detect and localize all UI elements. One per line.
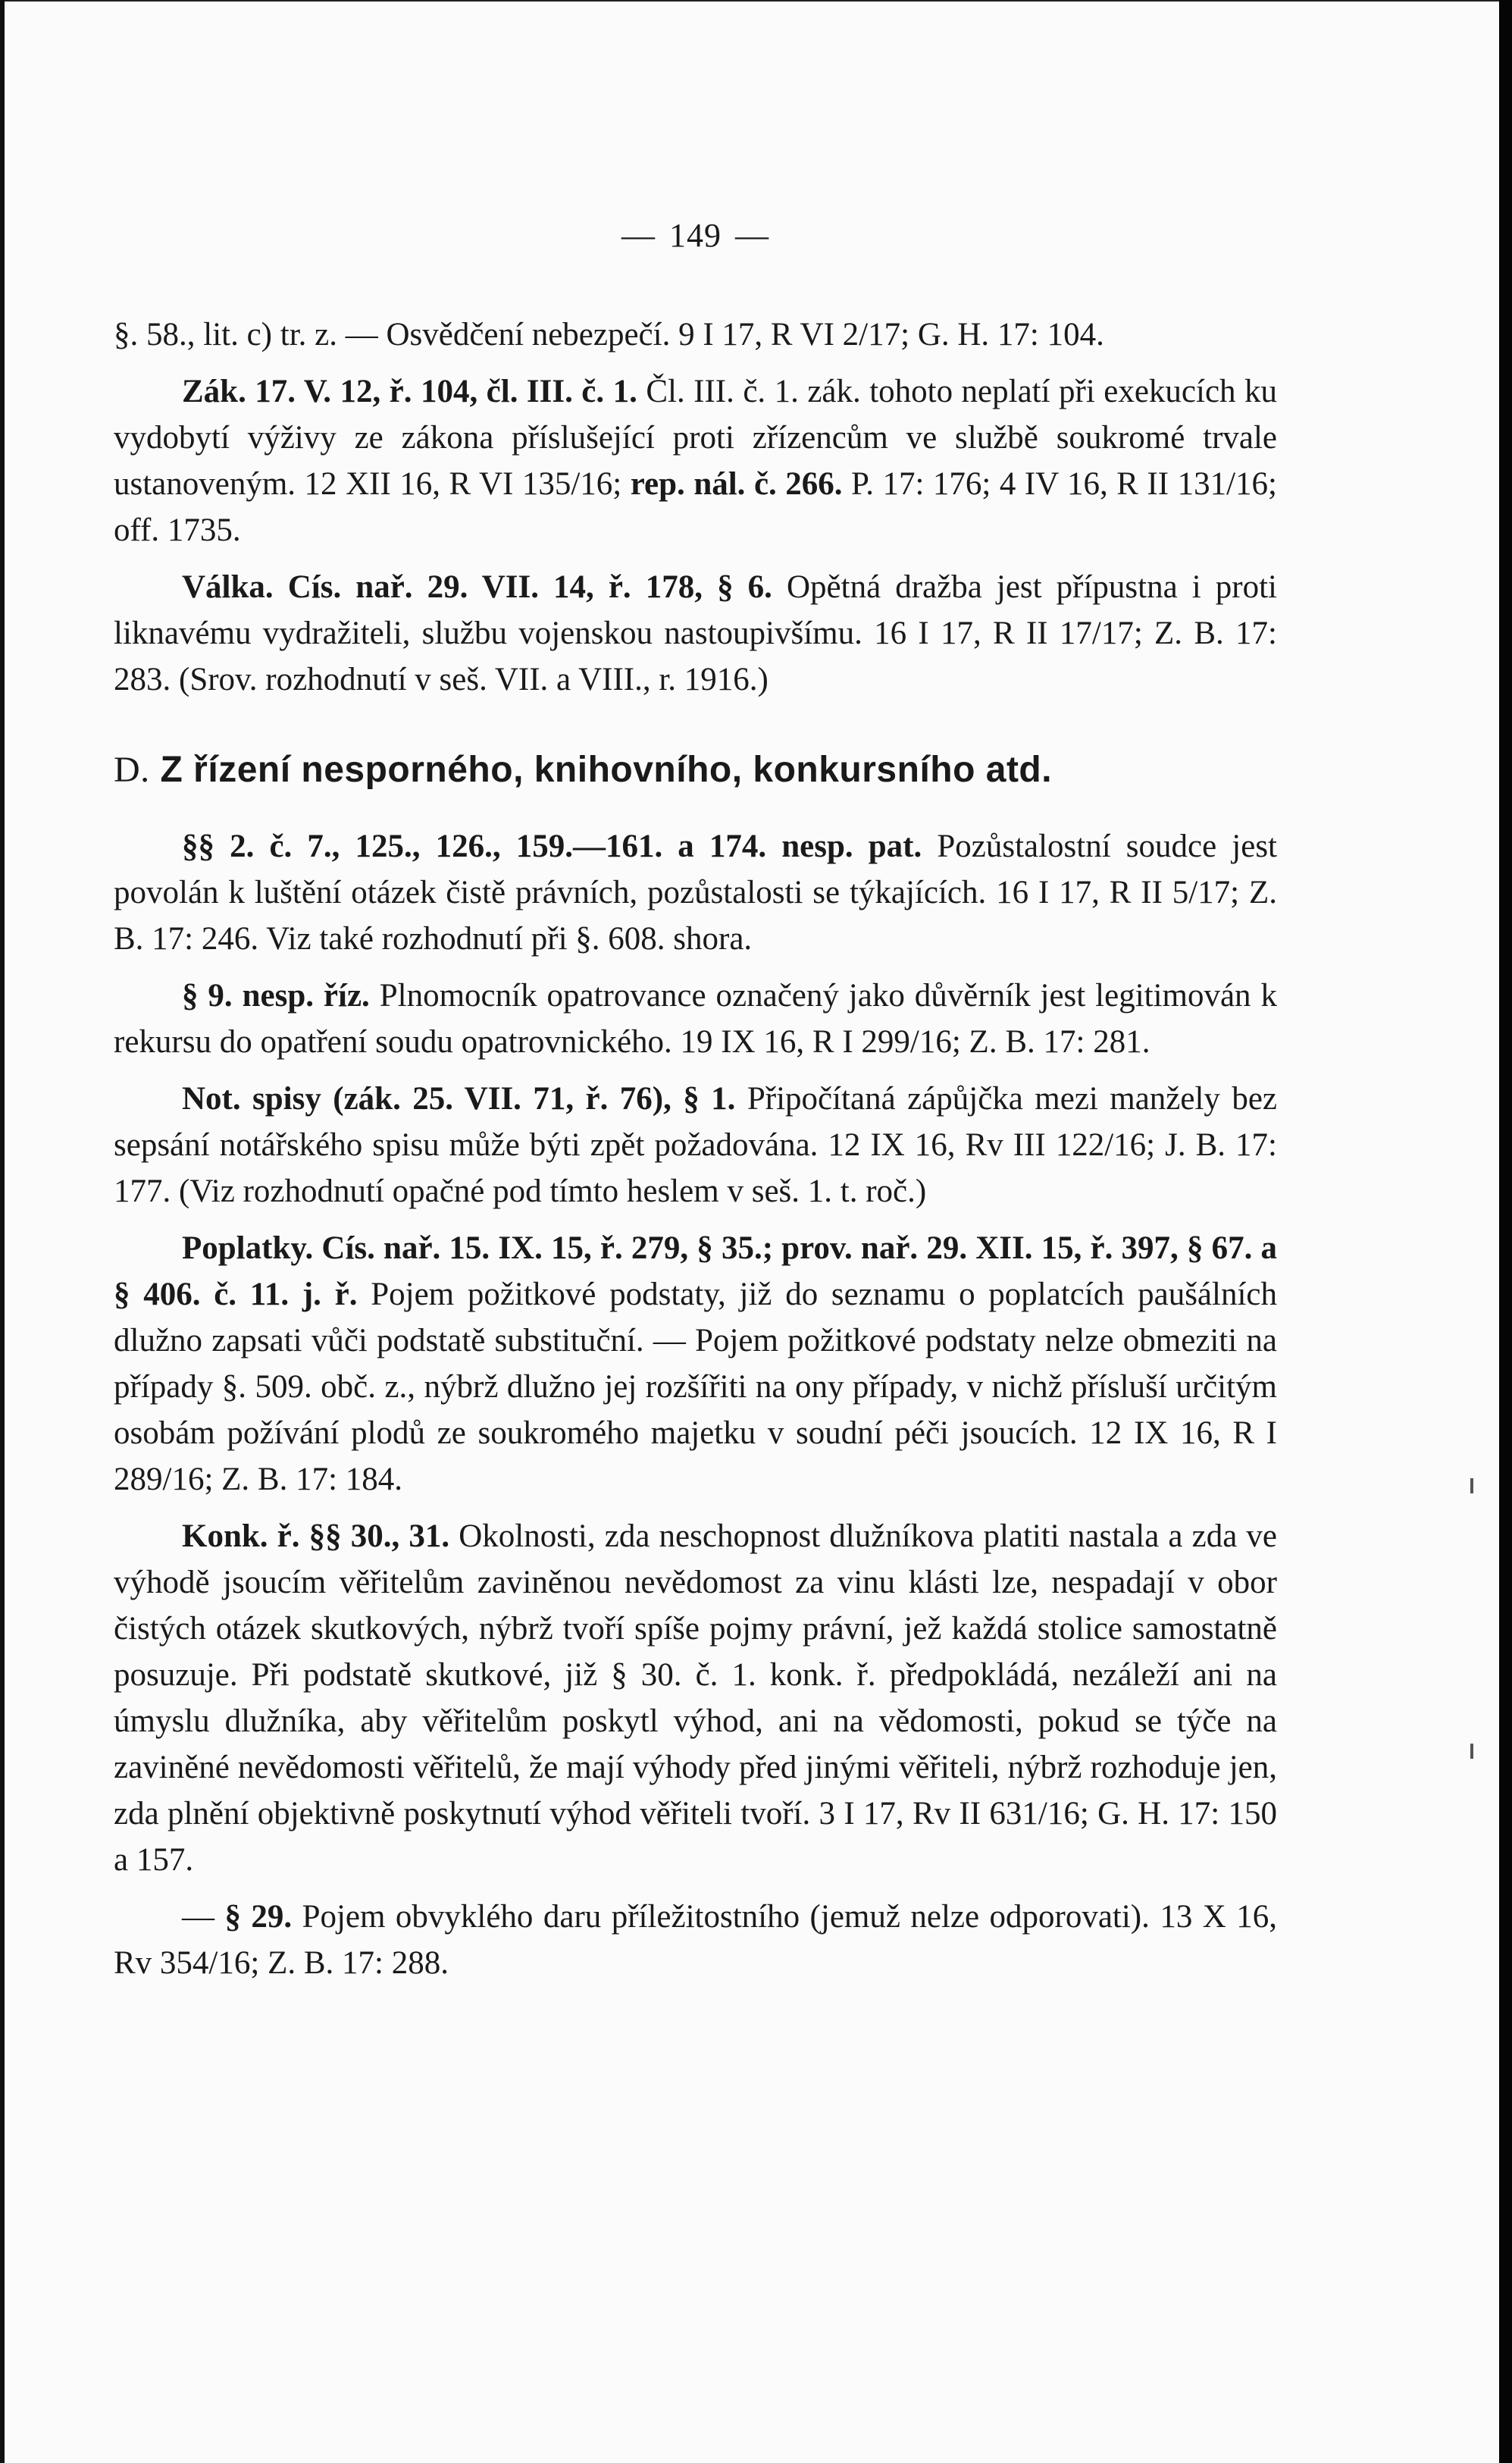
page-content [114, 212, 1277, 1997]
entry-heading: § 29. [224, 1899, 293, 1935]
entry-heading: Zák. 17. V. 12, ř. 104, čl. III. č. 1. [182, 374, 637, 409]
scan-left-edge [0, 0, 5, 2463]
entry-paragraph-1: §. 58., lit. c) tr. z. — Osvědčení nebezpečí. 9 I 17, R VI 2/17; G. H. 17: 104. [114, 317, 1104, 353]
entry-paragraph-3: Válka. Cís. nař. 29. VII. 14, ř. 178, § 6. Opětná dražba jest přípustna i proti liknavému vydražiteli, službu vojenskou nastoupivšímu. 16 I 17, R II 17/17; Z. B. 17: 283. (Srov. rozhodnutí v seš. VII. a VIII., r. 1916.) [114, 569, 1278, 697]
entry-heading: Konk. ř. §§ 30., 31. [182, 1518, 450, 1554]
margin-mark [1470, 1744, 1473, 1759]
entry-paragraph-4: §§ 2. č. 7., 125., 126., 159.—161. a 174. nesp. pat. Pozůstalostní soudce jest povolán k luštění otázek čistě právních, pozůstalosti se týkajících. 16 I 17, R II 5/17; Z. B. 17: 246. Viz také rozhodnutí při §. 608. shora. [114, 829, 1277, 957]
entry-paragraph-7: Poplatky. Cís. nař. 15. IX. 15, ř. 279, § 35.; prov. nař. 29. XII. 15, ř. 397, § 67. a § 406. č. 11. j. ř. Pojem požitkové podstaty, již do seznamu o poplatcích paušálních dlužno zapsati vůči podstatě substituční. — Pojem požitkové podstaty nelze obmeziti na případy §. 509. obč. z., nýbrž dlužno jej rozšířiti na ony případy, v nichž přísluší určitým osobám požívání plodů ze soukromého majetku v soudní péči jsoucích. 12 IX 16, R I 289/16; Z. B. 17: 184. [114, 1230, 1277, 1497]
margin-mark [1470, 1478, 1473, 1493]
entry-heading: Válka. Cís. nař. 29. VII. 14, ř. 178, § 6. [182, 569, 772, 605]
page-number: — 149 — [621, 217, 769, 254]
entry-heading: Not. spisy (zák. 25. VII. 71, ř. 76), § 1. [182, 1081, 736, 1117]
entry-paragraph-5: § 9. nesp. říz. Plnomocník opatrovance označený jako důvěrník jest legitimován k rekursu do opatření soudu opatrovnického. 19 IX 16, R I 299/16; Z. B. 17: 281. [114, 978, 1277, 1060]
entry-heading: §§ 2. č. 7., 125., 126., 159.—161. a 174. nesp. pat. [182, 829, 922, 864]
entry-heading: Poplatky. Cís. nař. 15. IX. 15, ř. 279, § 35.; prov. nař. 29. XII. 15, ř. 397, § 67. a § 406. č. 11. j. ř. [114, 1230, 1277, 1312]
scan-right-edge [1499, 0, 1512, 2463]
entry-paragraph-6: Not. spisy (zák. 25. VII. 71, ř. 76), § 1. Připočítaná zápůjčka mezi manžely bez sepsání notářského spisu může býti zpět požadována. 12 IX 16, Rv III 122/16; J. B. 17: 177. (Viz rozhodnutí opačné pod tímto heslem v seš. 1. t. roč.) [114, 1081, 1278, 1209]
entry-paragraph-2: Zák. 17. V. 12, ř. 104, čl. III. č. 1. Čl. III. č. 1. zák. tohoto neplatí při exekucích ku vydobytí výživy ze zákona příslušející proti zřízencům ve službě soukromé trvale ustanoveným. 12 XII 16, R VI 135/16; rep. nál. č. 266. P. 17: 176; 4 IV 16, R II 131/16; off. 1735. [114, 374, 1277, 548]
entry-paragraph-9: — § 29. Pojem obvyklého daru příležitostního (jemuž nelze odporovati). 13 X 16, Rv 354/16; Z. B. 17: 288. [114, 1899, 1277, 1981]
scan-top-edge [5, 0, 1499, 39]
entry-paragraph-8: Konk. ř. §§ 30., 31. Okolnosti, zda neschopnost dlužníkova platiti nastala a zda ve výhodě jsoucím věřitelům zaviněnou nevědomost za vinu klásti lze, nespadají v obor čistých otázek skutkových, nýbrž tvoří spíše pojmy právní, jež každá stolice samostatně posuzuje. Při podstatě skutkové, již § 30. č. 1. konk. ř. předpokládá, nezáleží ani na úmyslu dlužníka, aby věřitelům poskytl výhod, ani na vědomosti, pokud se týče na zaviněné nevědomosti věřitelů, že mají výhody před jinými věřiteli, nýbrž rozhoduje jen, zda plnění objektivně poskytnutí výhod věřiteli tvoří. 3 I 17, Rv II 631/16; G. H. 17: 150 a 157. [114, 1518, 1277, 1878]
entry-heading: § 9. nesp. říz. [182, 978, 370, 1014]
section-heading: D. Z řízení nesporného, knihovního, konkursního atd. [114, 750, 1053, 790]
